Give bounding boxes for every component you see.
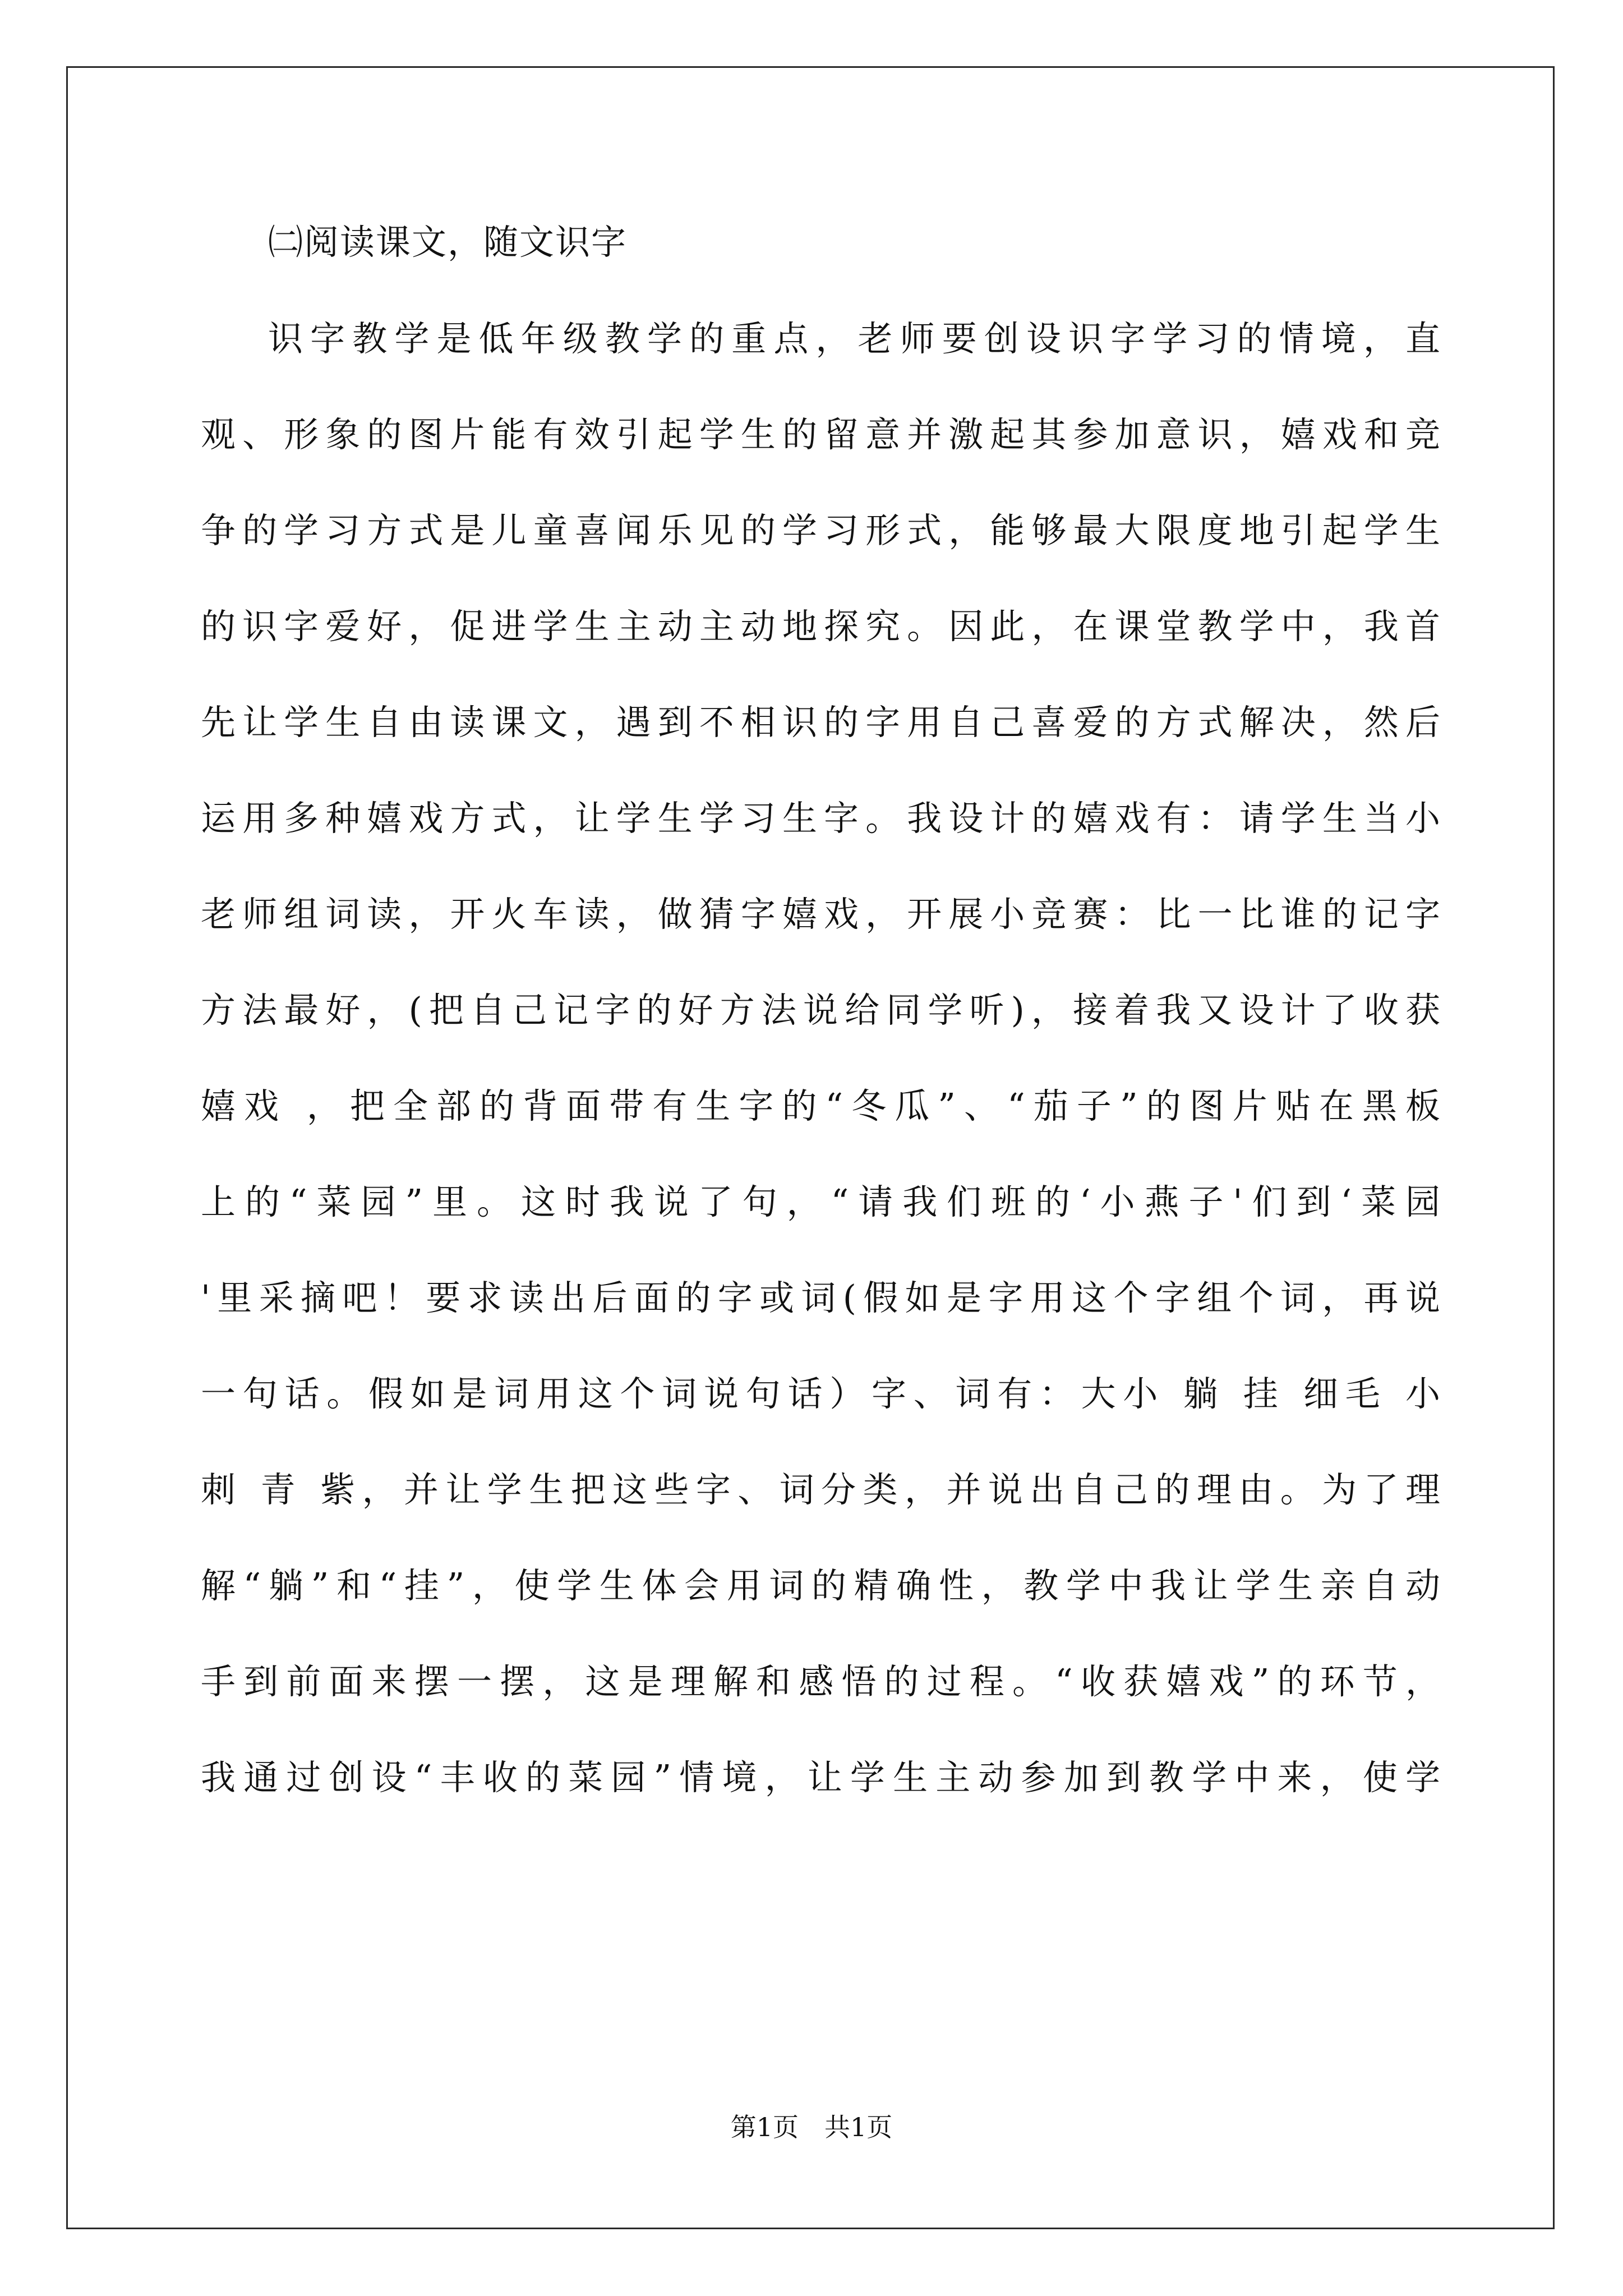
paragraph-line: 运用多种嬉戏方式，让学生学习生字。我设计的嬉戏有：请学生当小 bbox=[201, 798, 1440, 839]
paragraph-line: 识字教学是低年级教学的重点，老师要创设识字学习的情境，直 bbox=[268, 318, 1440, 359]
paragraph-line: 争的学习方式是儿童喜闻乐见的学习形式，能够最大限度地引起学生 bbox=[201, 510, 1440, 551]
page-number-footer: 第1页 共1页 bbox=[730, 2112, 893, 2142]
paragraph-line: '里采摘吧！要求读出后面的字或词(假如是字用这个字组个词，再说 bbox=[201, 1277, 1440, 1318]
paragraph-line: 手到前面来摆一摆，这是理解和感悟的过程。“收获嬉戏”的环节， bbox=[201, 1661, 1440, 1702]
paragraph-line: 老师组词读，开火车读，做猜字嬉戏，开展小竞赛：比一比谁的记字 bbox=[201, 894, 1440, 935]
paragraph-line: 上的“菜园”里。这时我说了句，“请我们班的‘小燕子'们到‘菜园 bbox=[201, 1181, 1440, 1222]
page-frame bbox=[66, 66, 1555, 2229]
paragraph-line: 刺 青 紫，并让学生把这些字、词分类，并说出自己的理由。为了理 bbox=[201, 1469, 1440, 1510]
paragraph-line: 观、形象的图片能有效引起学生的留意并激起其参加意识，嬉戏和竞 bbox=[201, 414, 1440, 455]
paragraph-line: 解“躺”和“挂”，使学生体会用词的精确性，教学中我让学生亲自动 bbox=[201, 1565, 1440, 1606]
paragraph-line: 先让学生自由读课文，遇到不相识的字用自己喜爱的方式解决，然后 bbox=[201, 702, 1440, 743]
paragraph-line: 的识字爱好，促进学生主动主动地探究。因此，在课堂教学中，我首 bbox=[201, 606, 1440, 647]
paragraph-line: 方法最好，(把自己记字的好方法说给同学听)，接着我又设计了收获 bbox=[201, 990, 1440, 1030]
paragraph-line: 我通过创设“丰收的菜园”情境，让学生主动参加到教学中来，使学 bbox=[201, 1757, 1440, 1798]
section-heading: ㈡阅读课文，随文识字 bbox=[268, 222, 628, 263]
paragraph-line: 一句话。假如是词用这个词说句话）字、词有：大小 躺 挂 细毛 小 bbox=[201, 1373, 1440, 1414]
paragraph-line: 嬉戏 ，把全部的背面带有生字的“冬瓜”、“茄子”的图片贴在黑板 bbox=[201, 1085, 1440, 1126]
